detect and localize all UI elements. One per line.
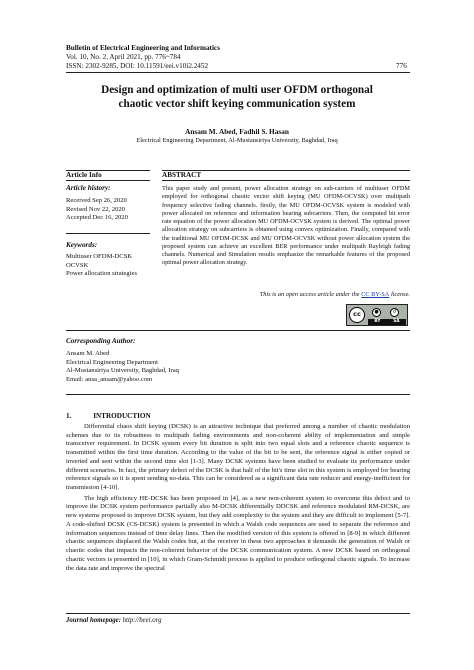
license-link[interactable]: CC BY-SA xyxy=(361,291,390,298)
volume-line: Vol. 10, No. 2, April 2021, pp. 776~784 xyxy=(66,53,181,61)
author-email: Email: ansa_ansam@yahoo.com xyxy=(66,376,153,384)
paper-title xyxy=(66,83,408,111)
journal-name: Bulletin of Electrical Engineering and Informatics xyxy=(66,44,220,52)
by-label: BY xyxy=(374,319,381,324)
creative-commons-icon: cc xyxy=(349,307,365,323)
author-university: Al-Mustansiriya University, Baghdad, Iraq xyxy=(66,367,179,375)
history-rule xyxy=(66,233,150,234)
history-received: Received Sep 26, 2020 xyxy=(66,197,127,204)
article-info-heading: Article Info xyxy=(66,171,102,179)
history-label: Article history: xyxy=(66,184,111,192)
history-accepted: Accepted Dec 16, 2020 xyxy=(66,214,128,222)
keywords-label: Keywords: xyxy=(66,241,98,249)
open-access-statement xyxy=(162,291,410,298)
info-heading-rule xyxy=(66,180,150,181)
open-access-prefix: This is an open access article under the xyxy=(259,291,360,298)
info-bottom-rule xyxy=(66,330,410,331)
abstract-text: This paper study and present, power allocation strategy on sub-carriers of multiuser OFDM employed for orthogonal chaotic vector shift keying (MU OFDM-OCVSK) over multipath frequency selective fading channels. firstly, the MU OFDM-OCVSK system is modeled with power allocated on reference and information bearing subcarriers. Then, the computed bit error rate equation of the power allocation MU OFDM-OCVSK system is derived. The optimal power allocation strategy on subcarriers is obtained using convex optimization. Finally, compared with the traditional MU OFDM-DCSK and MU OFDM-OCVSK without power allocation system the proposed system can achieve an excellent BER performance under multipath Rayleigh fading channels. Numerical and Simulation results emphasize the remarkable features of the proposed optimal power allocation strategy. xyxy=(162,185,410,267)
abstract-heading: ABSTRACT xyxy=(162,171,202,179)
header-rule xyxy=(66,72,410,73)
section-title: INTRODUCTION xyxy=(93,412,151,420)
journal-header xyxy=(66,44,220,71)
corresponding-bottom-rule xyxy=(66,394,410,395)
sa-label: SA xyxy=(393,319,400,324)
intro-body xyxy=(66,423,410,573)
section-heading xyxy=(66,412,151,420)
author-department: Electrical Engineering Department xyxy=(66,358,158,366)
license-terms-bar xyxy=(368,319,406,325)
footer-rule xyxy=(66,613,410,614)
open-access-suffix: license. xyxy=(390,291,410,298)
abstract-heading-rule xyxy=(162,180,410,181)
person-icon: ● xyxy=(372,308,381,317)
section-number: 1. xyxy=(66,412,72,420)
history-list xyxy=(66,197,128,223)
corresponding-heading: Corresponding Author: xyxy=(66,337,136,345)
affiliation: Electrical Engineering Department, Al-Mustansiriya University, Baghdad, Iraq xyxy=(136,137,338,144)
page-number: 776 xyxy=(396,62,407,70)
history-revised: Revised Nov 22, 2020 xyxy=(66,205,125,213)
intro-paragraph-2: The high efficiency HE-DCSK has been proposed in [4], as a new non-coherent system to overcome this defect and to improve the DCSK system performance partially also M-DCSK differentially DDCSK and reference modulated RM-DCSK, are new systems proposed to improve DCSK system, but they add complexity to the system and they are difficult to implement [5-7]. A code-shifted DCSK (CS-DCSK) system is presented in which a Walsh code sequences are used to separate the reference and information sequences instead of time delay lines. Then the modified version of this system is offered in [8-9] in which different chaotic sequences displaced the Walsh codes but, at the receiver in these two approaches it demands the generation of Walsh or chaotic codes that impacts the non-coherent behavior of the DCSK communication system. A new DCSK based on orthogonal chaotic vectors is presented in [10], in which Gram-Schmidt process is applied to produce orthogonal chaotic signals. To increase the data rate and improve the spectral xyxy=(66,494,410,572)
author-name: Ansam M. Abed xyxy=(66,350,110,357)
keywords-list xyxy=(66,253,137,279)
authors: Ansam M. Abed, Fadhil S. Hasan xyxy=(185,127,289,136)
intro-paragraph-1: Differential chaos shift keying (DCSK) is an attractive technique that preferred among a number of chaotic modulation schemes due to its robustness to multipath fading environments and non-coherent ability of implementation and simple transceiver requirement. In DCSK system every bit duration is split into two equal slots and a reference chaotic sequence is transmitted within the first time duration. According to the value of the bit to be sent, the reference signal is either copied or inverted and sent within the second time slot [1-3]. Many DCSK systems have been studied to evaluate its performance under different scenarios. In fact, the primary defect of the DCSK is that half of the bit's time slot in this system is employed for bearing reference signals so it is spent sending no-data. This can be considered as a significant data rate reducer and energy-inefficient for transmission [4-10]. xyxy=(66,423,410,492)
corresponding-details xyxy=(66,350,179,385)
title-line-1: Design and optimization of multi user OFDM orthogonal xyxy=(101,84,373,96)
issn-doi-line: ISSN: 2302-9285, DOI: 10.11591/eei.v10i2.2452 xyxy=(66,62,209,70)
keyword-item: Multiuser OFDM-DCSK xyxy=(66,253,133,260)
cc-by-sa-badge[interactable] xyxy=(346,304,408,326)
journal-homepage: Journal homepage: http://beei.org xyxy=(66,617,162,624)
title-line-2: chaotic vector shift keying communication system xyxy=(118,98,356,110)
keyword-item: Power allocation strategies xyxy=(66,270,138,278)
keyword-item: OCVSK xyxy=(66,261,89,269)
homepage-label: Journal homepage xyxy=(66,617,119,624)
share-alike-icon: ↺ xyxy=(390,308,399,317)
homepage-url[interactable]: http://beei.org xyxy=(122,617,162,624)
